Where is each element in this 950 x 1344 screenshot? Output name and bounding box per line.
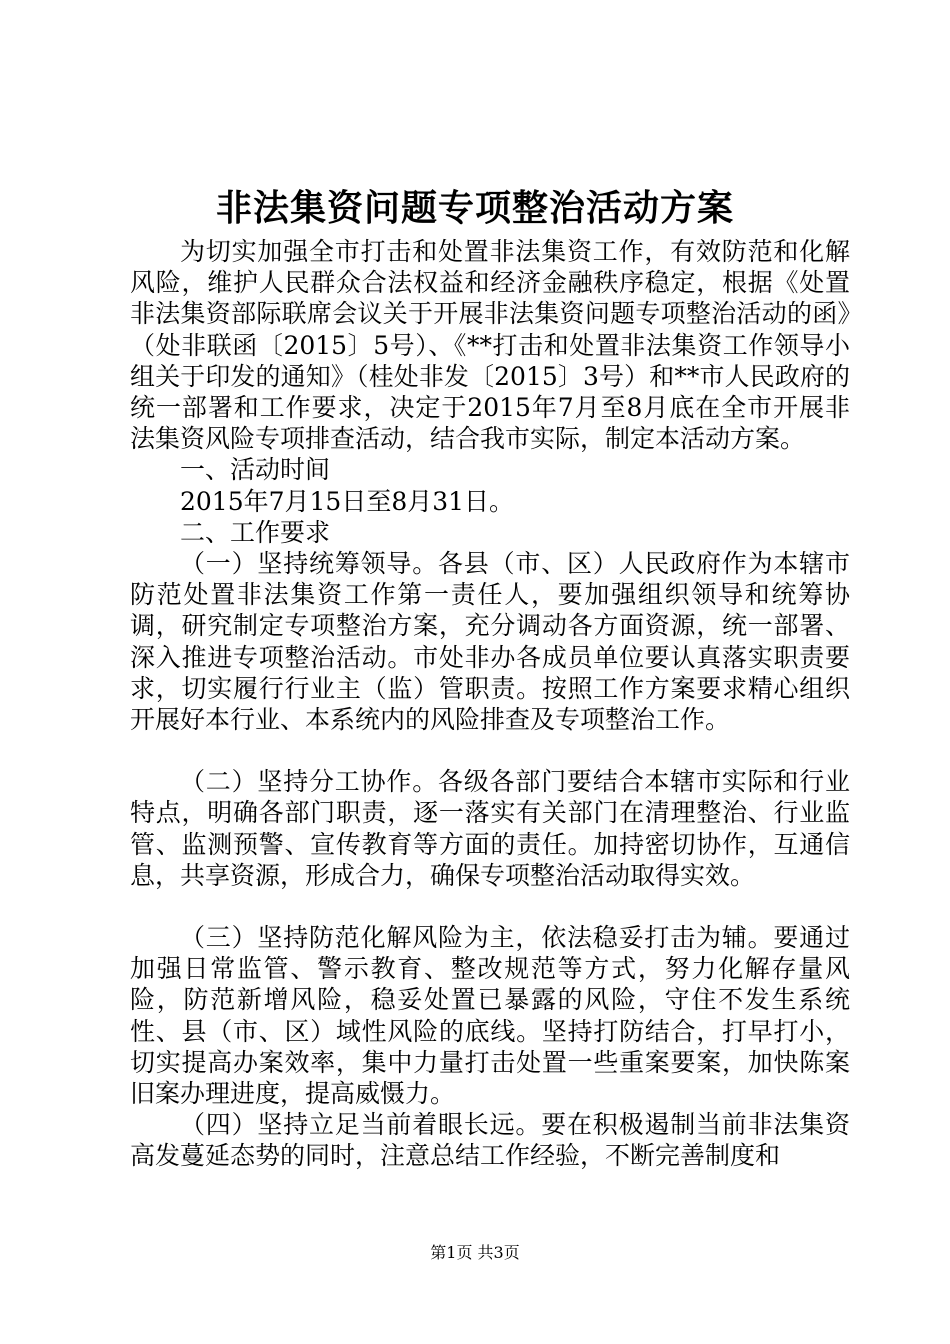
requirement-paragraph-2: （二）坚持分工协作。各级各部门要结合本辖市实际和行业特点，明确各部门职责，逐一落实有关部门在清理整治、行业监管、监测预警、宣传教育等方面的责任。加持密切协作，互通信息，共享资源，形成合力，确保专项整治活动取得实效。 [130, 767, 850, 890]
section-heading-activity-time: 一、活动时间 [180, 455, 331, 485]
requirement-paragraph-1: （一）坚持统筹领导。各县（市、区）人民政府作为本辖市防范处置非法集资工作第一责任人，要加强组织领导和统筹协调，研究制定专项整治方案，充分调动各方面资源，统一部署、深入推进专项整治活动。市处非办各成员单位要认真落实职责要求，切实履行行业主（监）管职责。按照工作方案要求精心组织开展好本行业、本系统内的风险排查及专项整治工作。 [130, 549, 850, 735]
requirement-paragraph-4: （四）坚持立足当前着眼长远。要在积极遏制当前非法集资高发蔓延态势的同时，注意总结工作经验，不断完善制度和 [130, 1110, 850, 1171]
page-number-footer: 第1页 共3页 [430, 1243, 520, 1262]
section-heading-work-requirements: 二、工作要求 [180, 517, 331, 547]
requirement-paragraph-3: （三）坚持防范化解风险为主，依法稳妥打击为辅。要通过加强日常监管、警示教育、整改规范等方式，努力化解存量风险，防范新增风险，稳妥处置已暴露的风险，守住不发生系统性、县（市、区）域性风险的底线。坚持打防结合，打早打小，切实提高办案效率，集中力量打击处置一些重案要案，加快陈案旧案办理进度，提高威慑力。 [130, 923, 850, 1109]
intro-paragraph: 为切实加强全市打击和处置非法集资工作，有效防范和化解风险，维护人民群众合法权益和经济金融秩序稳定，根据《处置非法集资部际联席会议关于开展非法集资问题专项整治活动的函》（处非联函〔2015〕5号）、《**打击和处置非法集资工作领导小组关于印发的通知》（桂处非发〔2015〕3号）和**市人民政府的统一部署和工作要求，决定于2015年7月至8月底在全市开展非法集资风险专项排查活动，结合我市实际，制定本活动方案。 [130, 237, 850, 454]
document-body [130, 236, 850, 1172]
document-title: 非法集资问题专项整治活动方案 [215, 187, 734, 229]
activity-time-paragraph: 2015年7月15日至8月31日。 [180, 486, 515, 516]
